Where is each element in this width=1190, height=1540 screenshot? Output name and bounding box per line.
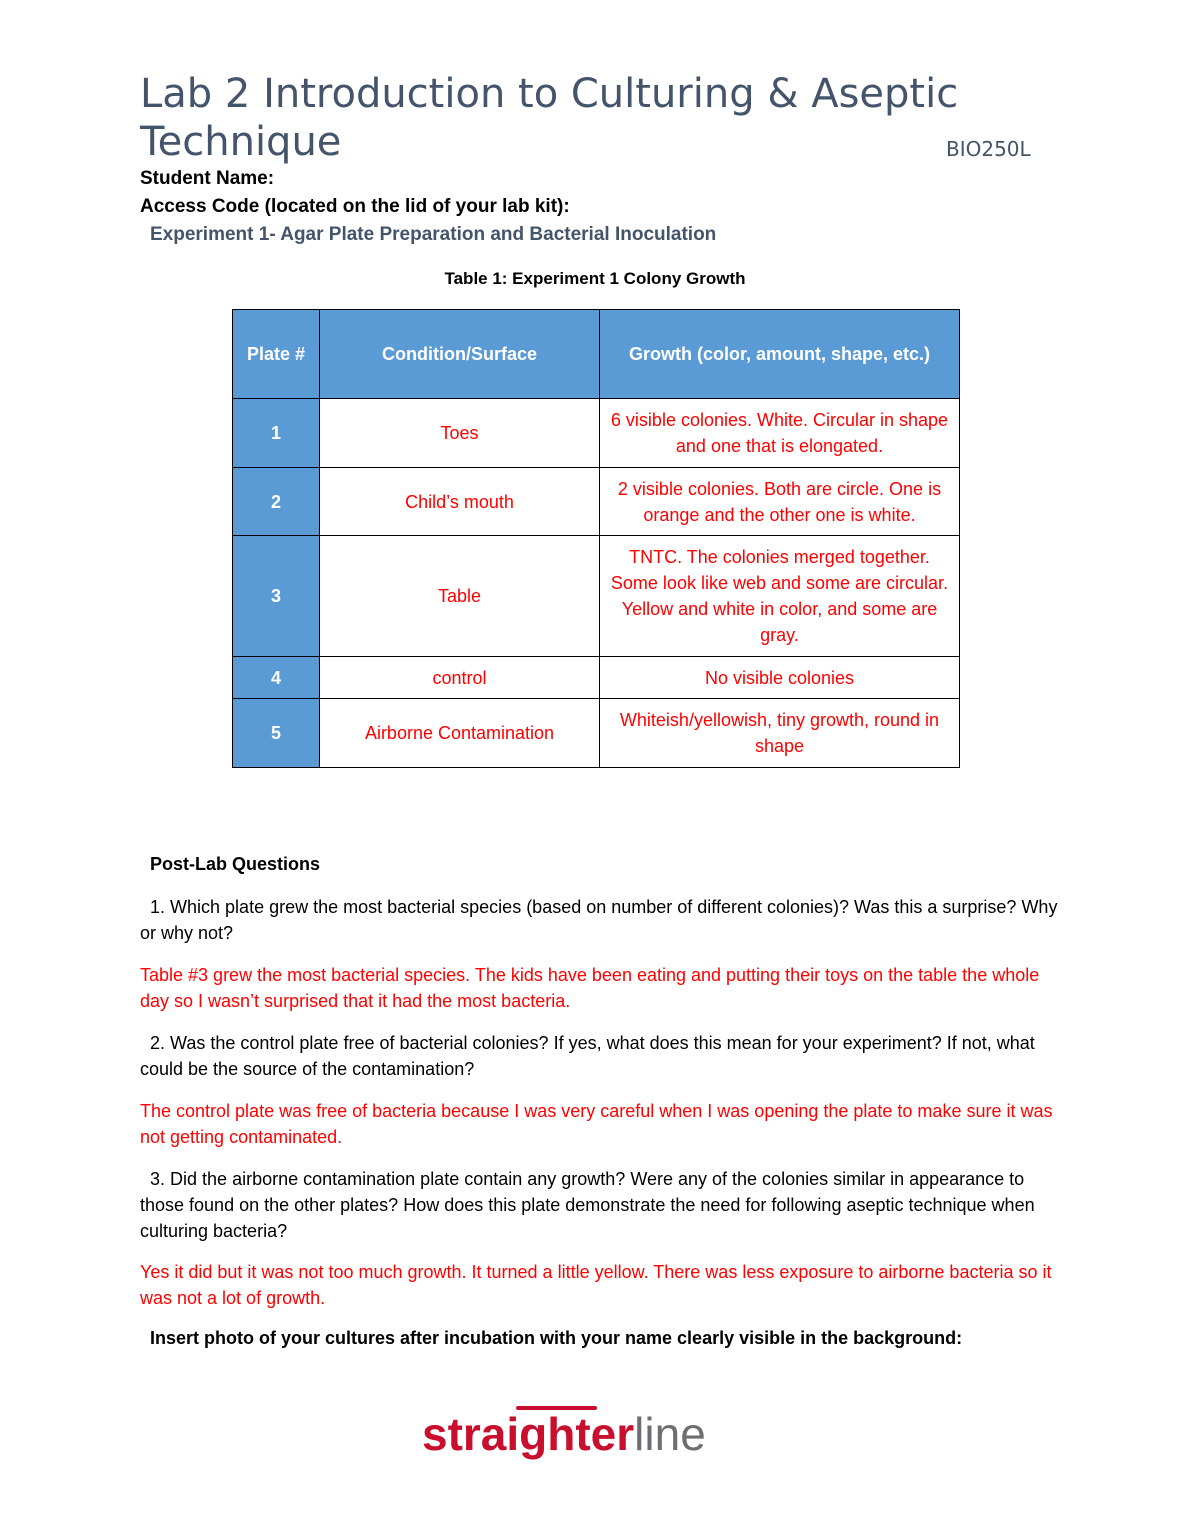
- condition-cell: Table: [320, 536, 600, 657]
- question-text: Was the control plate free of bacterial colonies? If yes, what does this mean for your experiment? If not, what could be the source of the contamination?: [140, 1033, 1035, 1079]
- table-row: [233, 657, 960, 699]
- access-code-label: Access Code (located on the lid of your lab kit):: [140, 196, 570, 217]
- table-row: [233, 699, 960, 768]
- question-number: 1.: [150, 897, 166, 917]
- photo-prompt: Insert photo of your cultures after incubation with your name clearly visible in the background:: [150, 1328, 963, 1348]
- growth-cell: No visible colonies: [600, 657, 960, 699]
- plate-number: 1: [233, 399, 320, 468]
- header-growth: Growth (color, amount, shape, etc.): [600, 310, 960, 399]
- straighterline-logo: [420, 1398, 780, 1478]
- plate-number: 2: [233, 468, 320, 536]
- answer-1: Table #3 grew the most bacterial species. The kids have been eating and putting their toys on the table the whole day so I wasn’t surprised that it had the most bacteria.: [140, 965, 1040, 1011]
- postlab-heading: Post-Lab Questions: [150, 854, 321, 874]
- course-code: BIO250L: [946, 137, 1031, 161]
- header-condition: Condition/Surface: [320, 310, 600, 399]
- experiment-heading: Experiment 1- Agar Plate Preparation and Bacterial Inoculation: [150, 224, 717, 245]
- logo-text: [422, 1408, 706, 1460]
- condition-cell: control: [320, 657, 600, 699]
- student-name-label: Student Name:: [140, 168, 275, 189]
- answer-3: Yes it did but it was not too much growth. It turned a little yellow. There was less exposure to airborne bacteria so it was not a lot of growth.: [140, 1262, 1052, 1308]
- question-text: Which plate grew the most bacterial species (based on number of different colonies)? Was this a surprise? Why or why not?: [140, 897, 1058, 943]
- table-caption: Table 1: Experiment 1 Colony Growth: [444, 269, 746, 288]
- growth-cell: TNTC. The colonies merged together. Some look like web and some are circular. Yellow and white in color, and some are gray.: [600, 536, 960, 657]
- plate-number: 5: [233, 699, 320, 768]
- growth-cell: Whiteish/yellowish, tiny growth, round in shape: [600, 699, 960, 768]
- table-header-row: [233, 310, 960, 399]
- condition-cell: Airborne Contamination: [320, 699, 600, 768]
- question-text: Did the airborne contamination plate contain any growth? Were any of the colonies similar in appearance to those found on the other plates? How does this plate demonstrate the need for following aseptic technique when culturing bacteria?: [140, 1169, 1035, 1241]
- question-3: [140, 1166, 1060, 1244]
- logo-text-light: line: [634, 1408, 706, 1460]
- growth-cell: 2 visible colonies. Both are circle. One is orange and the other one is white.: [600, 468, 960, 536]
- colony-growth-table: [232, 309, 960, 768]
- condition-cell: Child’s mouth: [320, 468, 600, 536]
- document-title: Lab 2 Introduction to Culturing & Aseptic Technique: [140, 71, 959, 165]
- table-row: [233, 536, 960, 657]
- header-plate: Plate #: [233, 310, 320, 399]
- table-row: [233, 399, 960, 468]
- question-1: [140, 894, 1060, 946]
- question-number: 2.: [150, 1033, 166, 1053]
- question-2: [140, 1030, 1060, 1082]
- answer-2: The control plate was free of bacteria because I was very careful when I was opening the plate to make sure it was not getting contaminated.: [140, 1101, 1053, 1147]
- table-row: [233, 468, 960, 536]
- condition-cell: Toes: [320, 399, 600, 468]
- plate-number: 3: [233, 536, 320, 657]
- question-number: 3.: [150, 1169, 166, 1189]
- plate-number: 4: [233, 657, 320, 699]
- logo-text-bold: straighter: [422, 1408, 635, 1460]
- growth-cell: 6 visible colonies. White. Circular in shape and one that is elongated.: [600, 399, 960, 468]
